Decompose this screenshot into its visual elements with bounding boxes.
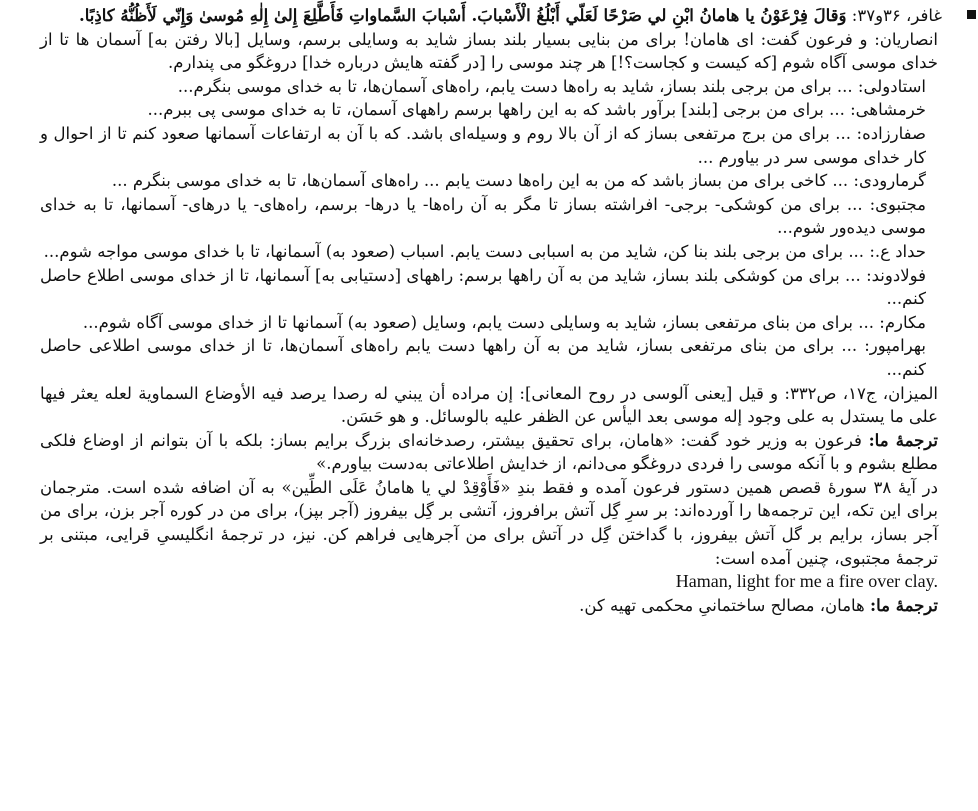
translation-saffarzadeh [40,122,956,169]
our-translation-text: فرعون به وزیر خود گفت: «هامان، برای تحقیق بیشتر، رصدخانه‌ای بزرگ برایم بساز: بلکه با آن بتوانم از اوضاع فلکی مطلع بشوم و با آنکه موسی را فردی دروغگو می‌دانم، از خدایش اطلاعاتی به‌دست بیاورم.» [40,430,938,474]
translation-text: ... برای من برج مرتفعی بساز که از آن بالا روم و وسیله‌ای باشد. که با آن به ارتفاعات آسمانها صعود کنم تا از احوال و کار خدای موسی سر در بیاورم ... [40,123,926,167]
our-translation-label: ترجمهٔ ما: [868,430,939,450]
translation-bahrampour [40,334,956,381]
our-translation-text: هامان، مصالح ساختمانیِ محکمی تهیه کن. [579,595,865,615]
translator-name: گرمارودی: [853,171,926,191]
translation-fouladvand [40,264,956,311]
translator-name: انصاریان: [874,29,938,49]
translation-haddad [40,240,956,264]
translation-text: ... برای من کوشکی- برجی- افراشته بساز تا مگر به آن راه‌ها- یا درها- برسم، راه‌های- یا درهای- آسمانها، تا به خدای موسی دیده‌ور شوم... [40,194,926,238]
translator-name: مکارم: [879,312,926,332]
our-translation-label: ترجمهٔ ما: [870,595,938,615]
verse-source: غافر، ۳۶و۳۷: [851,6,942,25]
translation-garmaroudi [40,169,956,193]
translation-khorramshahi [40,98,956,122]
bullet-square-icon [967,10,976,19]
verse-header [40,4,956,28]
translation-text: ... کاخی برای من بساز باشد که من به این راه‌ها دست یابم ... راه‌های آسمان‌ها، تا به خدای موسی بنگرم ... [111,171,849,191]
note-text: در آیهٔ ۳۸ سورهٔ قصص همین دستور فرعون آمده و فقط بندِ «فَأَوْقِدْ لي يا هامانُ عَلَى الطِّين» به آن اضافه شده است. مترجمان برای این تکه، این ترجمه‌ها را آورده‌اند: بر سرِ گِل آتش برافروز، آتشی بر گِل بیفروز (آجر بپز)، برای من در کوره آجر بزن، برای من آجر بساز، برایم بر گل آتش بیفروز، با گداختن گِل در آتش برای من آجرهایی فراهم کن. نیز، در ترجمهٔ انگلیسیِ قرایی، مبتنی بر ترجمهٔ مجتبوی، چنین آمده است: [40,477,938,568]
translator-name: خرمشاهی: [850,100,926,120]
english-quote-text: Haman, light for me a fire over clay. [675,571,938,592]
translator-name: استادولی: [857,76,926,96]
translator-name: بهرامپور: [864,336,927,356]
translation-ostadvali [40,75,956,99]
qasas-note [40,476,956,570]
translation-text: ... برای من برجی بلند بنا کن، شاید من به اسبابی دست یابم. اسباب (صعود به) آسمانها، تا با خدای موسی مواجه شوم... [43,241,865,261]
translation-text: ... برای من بنای مرتفعی بساز، شاید به وسایلی دست یابم، وسایل (صعود به) آسمانها تا از خدای موسی آگاه شوم... [82,312,875,332]
translation-text: و فرعون گفت: ای هامان! برای من بنایی بسیار بلند بساز شاید به وسایلی برسم، وسایل [بالا رفتن به] آسمان ها تا از خدای موسی آگاه شوم [که کیست و کجاست؟!] هر چند موسی را [در گفته هایش درباره خدا] دروغگو می پندارم. [40,29,938,73]
almizan-text: إن مراده أن يبني له رصدا يرصد فيه الأوضاع السماوية لعله يعثر فيها على ما يستدل به على وجود إله موسى بعد اليأس عن الظفر عليه بالوسائل. و هو حَسَن. [40,383,938,427]
almizan-quote [40,382,956,429]
our-translation-2 [40,594,956,618]
verse-arabic: وَقالَ فِرْعَوْنُ يا هامانُ ابْنِ لي صَرْحًا لَعَلّي أَبْلُغُ الْأَسْبابَ. أَسْبابَ السَّماواتِ فَأَطَّلِعَ إِلىٰ إِلٰهِ مُوسىٰ وَإِنّي لَأَظُنُّهُ كاذِبًا. [79,6,847,25]
translator-name: صفارزاده: [856,123,927,143]
translator-name: فولادوند: [866,265,927,285]
translation-text: ... برای من برجی [بلند] برآور باشد که به این راهها برسم راههای آسمان، تا به خدای موسی پی ببرم... [147,100,845,120]
translator-name: مجتبوی: [869,194,927,214]
translation-ansarian [40,28,956,75]
english-quote [40,570,956,594]
translation-makarem [40,311,956,335]
document-page [40,4,956,617]
translator-name: حداد ع.: [869,241,926,261]
almizan-reference: المیزان، ج۱۷، ص۳۳۲: و قیل [یعنی آلوسی در روح المعانی]: [519,383,939,403]
translation-text: ... برای من کوشکی بلند بساز، شاید من به آن راهها برسم: راههای [دستیابی به] آسمانها، تا از خدای موسی اطلاع حاصل کنم... [40,265,926,309]
translation-text: ... برای من بنای مرتفعی بساز، شاید من به آن راهها دست یابم راه‌های آسمان‌ها، تا از خدای موسی اطلاعی حاصل کنم... [40,336,926,379]
translation-mojtabavi [40,193,956,240]
translation-text: ... برای من برجی بلند بساز، شاید به راه‌ها دست یابم، راه‌های آسمان‌ها، تا به خدای موسی بنگرم... [177,76,853,96]
our-translation-1 [40,429,956,476]
